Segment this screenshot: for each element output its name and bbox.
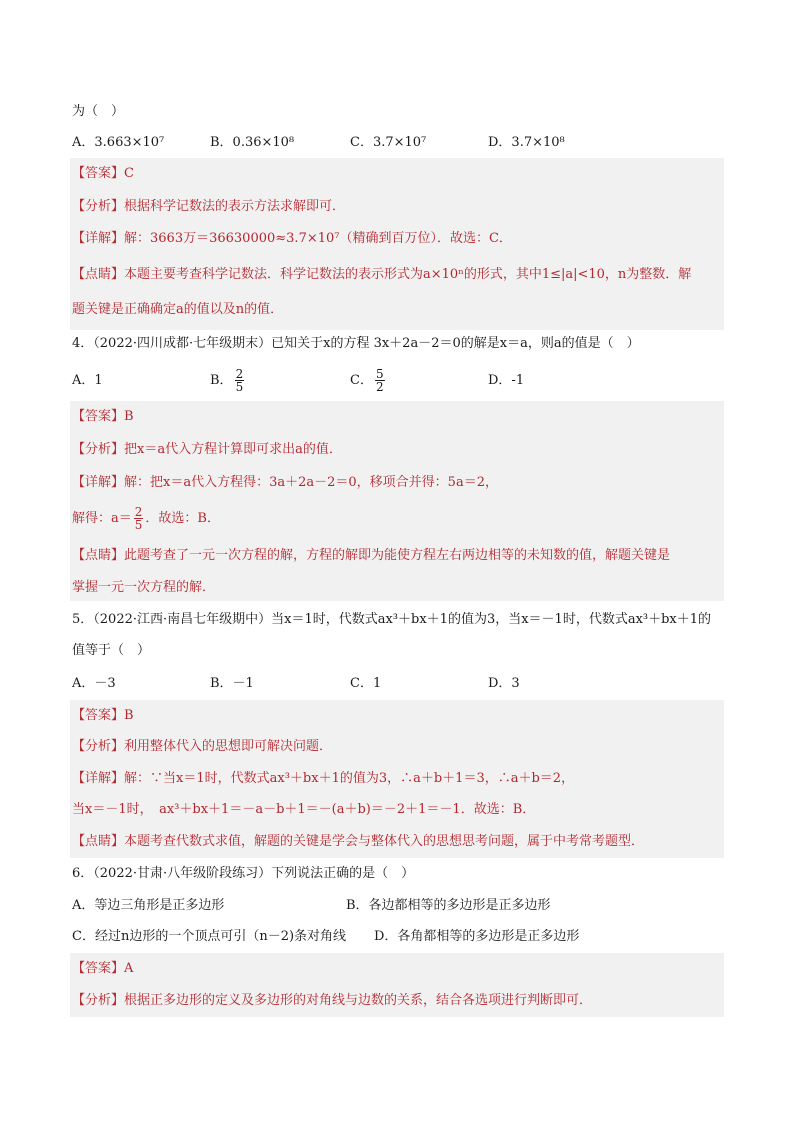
detail-tag: 【详解】	[72, 771, 125, 786]
q3-option-d: D．3.7×10⁸	[488, 135, 565, 150]
q6-stem-text: 6．（2022·甘肃·八年级阶段练习）下列说法正确的是（ ）	[72, 866, 415, 881]
q6-stem	[70, 861, 724, 887]
q6-options-row1	[70, 893, 724, 919]
analysis-text: 利用整体代入的思想即可解决问题．	[124, 739, 333, 754]
numerator: 5	[375, 367, 384, 381]
denominator: 2	[375, 380, 384, 394]
fraction	[134, 506, 144, 531]
q5-stem-cont	[70, 638, 724, 664]
q3-option-b: B．0.36×10⁸	[210, 135, 295, 150]
analysis-tag: 【分析】	[72, 442, 125, 457]
answer-value: B	[124, 409, 134, 424]
q4-option-d: D．-1	[488, 373, 525, 388]
analysis-tag: 【分析】	[72, 199, 125, 214]
comment-tag: 【点睛】	[72, 834, 125, 849]
answer-value: C	[124, 166, 134, 181]
answer-tag: 【答案】	[72, 409, 125, 424]
denominator: 5	[134, 518, 143, 532]
numerator: 2	[235, 367, 244, 381]
q4-detail	[70, 470, 724, 496]
answer-tag: 【答案】	[72, 708, 125, 723]
q5-stem	[70, 607, 724, 633]
q4-option-b	[210, 364, 246, 398]
q4-option-a: A．1	[72, 373, 103, 388]
comment-tag: 【点睛】	[72, 548, 125, 563]
comment-text-cont: 题关键是正确确定a的值以及n的值．	[72, 302, 284, 317]
q3-options	[70, 130, 724, 156]
option-label: C．	[350, 373, 373, 388]
detail-solve-pre: 解得：a＝	[72, 511, 132, 526]
q3-comment-cont	[70, 297, 724, 323]
q6-option-c: C．经过n边形的一个顶点可引（n－2)条对角线	[72, 929, 347, 944]
answer-tag: 【答案】	[72, 961, 125, 976]
fraction	[235, 368, 245, 393]
q6-answer	[70, 956, 724, 982]
q4-comment-cont	[70, 575, 724, 601]
detail-tag: 【详解】	[72, 475, 125, 490]
analysis-tag: 【分析】	[72, 993, 125, 1008]
q3-option-a: A．3.663×10⁷	[72, 135, 165, 150]
q5-detail-cont	[70, 797, 724, 823]
q4-comment	[70, 543, 724, 569]
q3-stem-text: 为（ ）	[72, 104, 125, 119]
q5-options	[70, 671, 724, 697]
q4-solution-block	[70, 401, 724, 601]
q5-option-a: A．－3	[72, 676, 116, 691]
analysis-text: 根据正多边形的定义及多边形的对角线与边数的关系，结合各选项进行判断即可．	[124, 993, 593, 1008]
q3-detail	[70, 226, 724, 252]
answer-value: A	[124, 961, 134, 976]
detail-text: 解：3663万＝36630000≈3.7×10⁷（精确到百万位）．故选：C．	[124, 231, 512, 246]
q5-stem-text-cont: 值等于（ ）	[72, 643, 151, 658]
detail-tag: 【详解】	[72, 231, 125, 246]
detail-text: 解：∵当x＝1时，代数式ax³＋bx＋1的值为3，∴a＋b＋1＝3，∴a＋b＝2，	[124, 771, 575, 786]
q4-option-c	[350, 364, 387, 398]
comment-text: 本题考查代数式求值，解题的关键是学会与整体代入的思想思考问题，属于中考常考题型．	[124, 834, 645, 849]
comment-text-cont: 掌握一元一次方程的解．	[72, 580, 216, 595]
answer-value: B	[124, 708, 134, 723]
q4-detail-cont	[70, 502, 724, 536]
q5-stem-text: 5．（2022·江西·南昌七年级期中）当x＝1时，代数式ax³＋bx＋1的值为3，当x＝－1时，代数式ax³＋bx＋1的	[72, 612, 712, 627]
numerator: 2	[134, 505, 143, 519]
q3-option-c: C．3.7×10⁷	[350, 135, 427, 150]
q5-option-b: B．－1	[210, 676, 254, 691]
detail-text-cont: 当x＝－1时， ax³＋bx＋1＝－a－b＋1＝－(a＋b)＝－2＋1＝－1．故选：B．	[72, 802, 536, 817]
analysis-tag: 【分析】	[72, 739, 125, 754]
q3-answer	[70, 161, 724, 187]
denominator: 5	[235, 380, 244, 394]
q5-answer	[70, 703, 724, 729]
q4-stem	[70, 331, 724, 357]
detail-solve	[72, 505, 220, 532]
q5-option-d: D．3	[488, 676, 520, 691]
q5-option-c: C．1	[350, 676, 382, 691]
q3-analysis	[70, 194, 724, 220]
q6-option-b: B．各边都相等的多边形是正多边形	[346, 898, 551, 913]
q4-answer	[70, 404, 724, 430]
q6-options-row2	[70, 924, 724, 950]
q6-option-a: A．等边三角形是正多边形	[72, 898, 225, 913]
detail-text: 解：把x＝a代入方程得：3a＋2a－2＝0，移项合并得：5a＝2，	[124, 475, 498, 490]
comment-text: 此题考查了一元一次方程的解，方程的解即为能使方程左右两边相等的未知数的值，解题关键是	[124, 548, 671, 563]
comment-tag: 【点睛】	[72, 267, 125, 282]
q6-option-d: D．各角都相等的多边形是正多边形	[374, 929, 580, 944]
q6-analysis	[70, 988, 724, 1014]
q5-comment	[70, 829, 724, 855]
option-label: B．	[210, 373, 233, 388]
q5-analysis	[70, 734, 724, 760]
detail-solve-post: ．故选：B．	[145, 511, 220, 526]
q5-detail	[70, 766, 724, 792]
q4-options	[70, 364, 724, 398]
analysis-text: 把x＝a代入方程计算即可求出a的值．	[124, 442, 342, 457]
q4-stem-text: 4．（2022·四川成都·七年级期末）已知关于x的方程 3x＋2a－2＝0的解是x＝a，则a的值是（ ）	[72, 336, 640, 351]
analysis-text: 根据科学记数法的表示方法求解即可．	[124, 199, 346, 214]
answer-tag: 【答案】	[72, 166, 125, 181]
comment-text: 本题主要考查科学记数法．科学记数法的表示形式为a×10ⁿ的形式，其中1≤|a|<10，n为整数．解	[124, 267, 692, 282]
q3-comment	[70, 262, 724, 288]
q3-stem	[70, 99, 724, 125]
q4-analysis	[70, 437, 724, 463]
fraction	[375, 368, 385, 393]
